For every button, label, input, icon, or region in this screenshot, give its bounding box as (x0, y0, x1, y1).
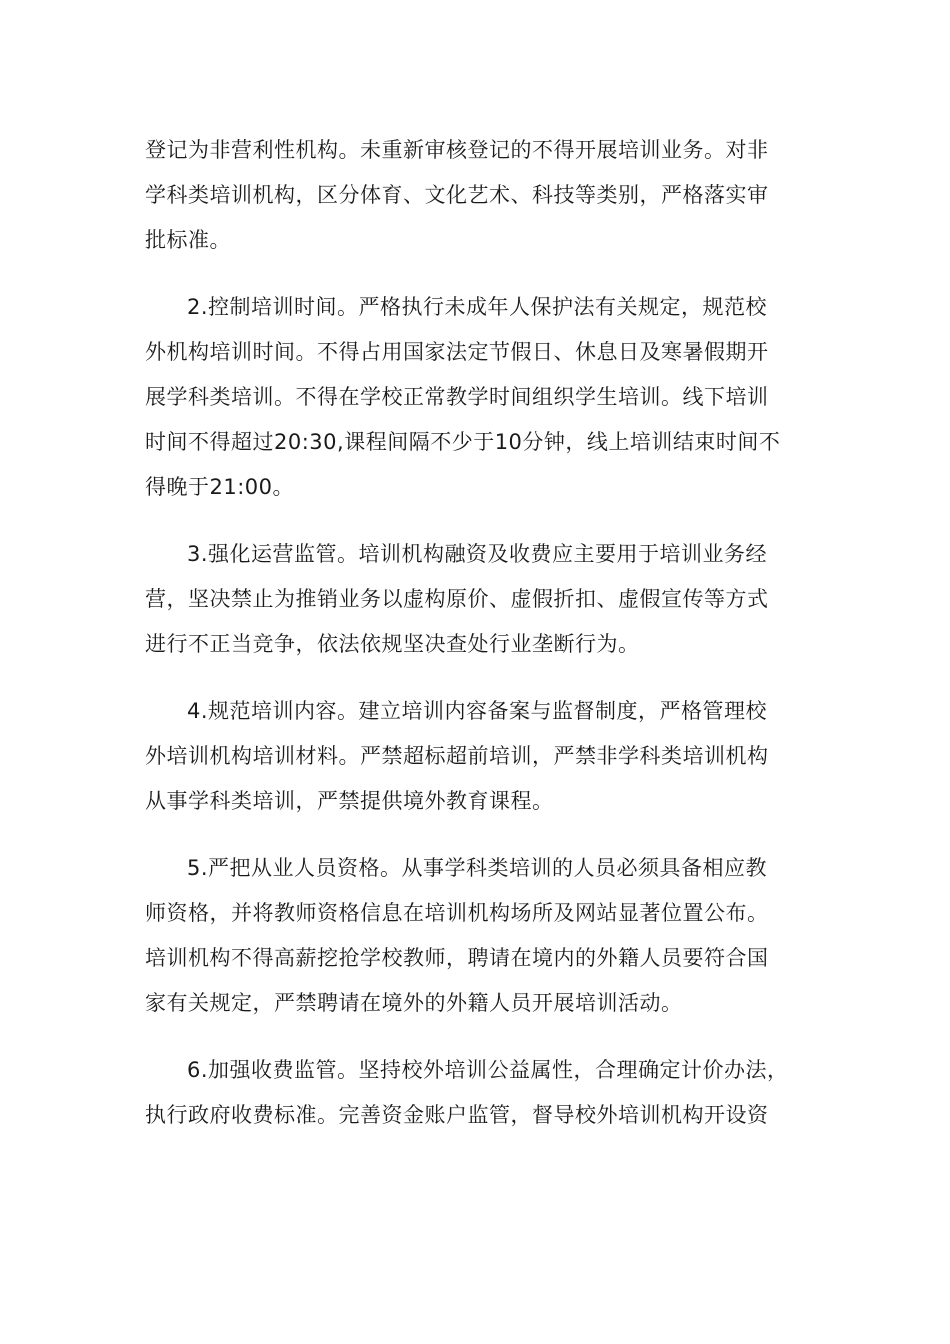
paragraph-continued (145, 128, 815, 263)
paragraph-line: 师资格，并将教师资格信息在培训机构场所及网站显著位置公布。 (145, 901, 769, 925)
paragraph-line: 营，坚决禁止为推销业务以虚构原价、虚假折扣、虚假宣传等方式 (145, 587, 769, 611)
paragraph-line: 执行政府收费标准。完善资金账户监管，督导校外培训机构开设资 (145, 1103, 769, 1127)
paragraph-line: 时间不得超过20:30,课程间隔不少于10分钟，线上培训结束时间不 (145, 430, 781, 454)
paragraph-line: 4.规范培训内容。建立培训内容备案与监督制度，严格管理校 (187, 699, 768, 723)
paragraph-line: 展学科类培训。不得在学校正常教学时间组织学生培训。线下培训 (145, 385, 769, 409)
paragraph-line: 学科类培训机构，区分体育、文化艺术、科技等类别，严格落实审 (145, 183, 769, 207)
paragraph-line: 外机构培训时间。不得占用国家法定节假日、休息日及寒暑假期开 (145, 340, 769, 364)
paragraph-line: 家有关规定，严禁聘请在境外的外籍人员开展培训活动。 (145, 991, 683, 1015)
paragraph-3-operation-supervision (145, 532, 815, 667)
paragraph-line: 5.严把从业人员资格。从事学科类培训的人员必须具备相应教 (187, 856, 768, 880)
paragraph-line: 得晚于21:00。 (145, 475, 295, 499)
paragraph-line: 进行不正当竞争，依法依规坚决查处行业垄断行为。 (145, 632, 640, 656)
document-body (145, 128, 815, 1138)
paragraph-line: 培训机构不得高薪挖抢学校教师，聘请在境内的外籍人员要符合国 (145, 946, 769, 970)
paragraph-line: 3.强化运营监管。培训机构融资及收费应主要用于培训业务经 (187, 542, 768, 566)
paragraph-line: 6.加强收费监管。坚持校外培训公益属性，合理确定计价办法， (187, 1058, 789, 1082)
paragraph-line: 批标准。 (145, 228, 231, 252)
paragraph-line: 外培训机构培训材料。严禁超标超前培训，严禁非学科类培训机构 (145, 744, 769, 768)
paragraph-line: 登记为非营利性机构。未重新审核登记的不得开展培训业务。对非 (145, 138, 769, 162)
paragraph-4-training-content (145, 689, 815, 824)
paragraph-line: 从事学科类培训，严禁提供境外教育课程。 (145, 789, 554, 813)
paragraph-2-training-time (145, 285, 815, 510)
paragraph-line: 2.控制培训时间。严格执行未成年人保护法有关规定，规范校 (187, 295, 768, 319)
paragraph-6-fee-supervision (145, 1048, 815, 1138)
paragraph-5-staff-qualification (145, 846, 815, 1026)
